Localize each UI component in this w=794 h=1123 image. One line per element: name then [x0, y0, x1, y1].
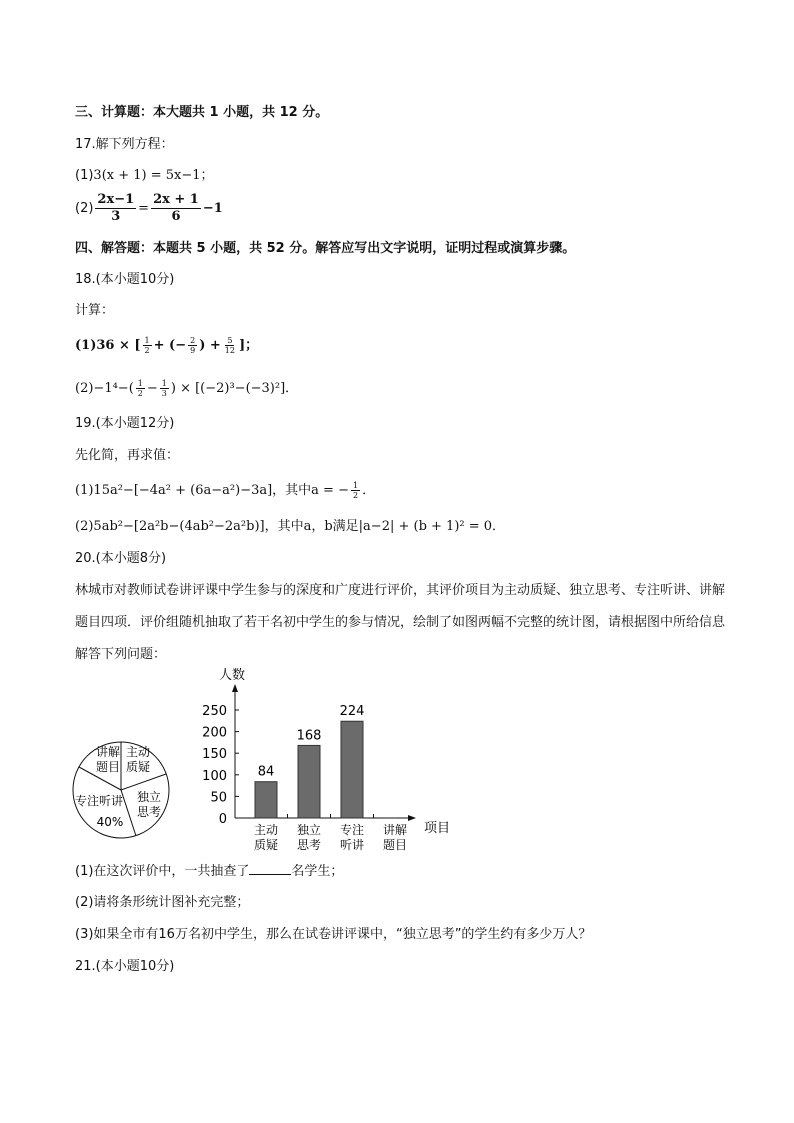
pie-label-explain-2: 题目 [95, 760, 121, 774]
q18-part2 [75, 379, 298, 398]
q18-p1-c: ) + [199, 338, 221, 353]
q20-title: 20.(本小题8分) [75, 551, 167, 566]
q18-p2-frac2-den: 3 [161, 389, 167, 398]
q18-part1 [75, 336, 258, 355]
answer-blank[interactable] [249, 862, 291, 875]
q17-fraction-left [95, 192, 136, 225]
x-tick-label-3-line1: 讲解 [382, 823, 408, 837]
bar-1 [298, 745, 320, 818]
q18-p2-a: −1⁴−( [93, 381, 134, 396]
bar-0 [255, 782, 277, 818]
pie-label-explain-1: 讲解 [95, 745, 121, 759]
q18-p1-frac2-den: 9 [190, 346, 196, 355]
q20-paragraph: 林城市对教师试卷讲评课中学生参与的深度和广度进行评价，其评价项目为主动质疑、独立思考、专注听讲、讲解题目四项．评价组随机抽取了若干名初中学生的参与情况，绘制了如图两幅不完整的统计图，请根据图中所给信息解答下列问题： [75, 583, 726, 662]
q18-p1-frac1-den: 2 [144, 346, 150, 355]
bar-2 [341, 721, 363, 818]
q18-p2-frac1-den: 2 [137, 389, 143, 398]
q17-stem: 17.解下列方程： [75, 137, 174, 152]
y-tick-label-2: 100 [202, 768, 227, 784]
q17-fraction-right-den: 6 [171, 209, 181, 224]
section3-heading: 三、计算题：本大题共 1 小题，共 12 分。 [75, 105, 329, 120]
x-tick-label-2-line1: 专注 [339, 823, 365, 837]
q19-p1-label: (1) [75, 483, 94, 498]
bar-chart [202, 667, 450, 852]
pie-label-think-2: 思考 [136, 805, 162, 819]
q18-p1-frac1 [143, 336, 152, 355]
pie-label-listen-1: 专注听讲 [74, 794, 124, 808]
q19-p1-b: ． [362, 483, 376, 498]
q18-p2-frac1-num: 1 [137, 379, 143, 388]
q20-sub1-b: 名学生； [291, 864, 344, 879]
q17-fraction-right [151, 192, 201, 225]
y-tick-label-1: 50 [210, 790, 227, 806]
q18-p1-b: + (− [153, 338, 187, 353]
q20-sub1-a: (1)在这次评价中，一共抽查了 [75, 864, 250, 879]
q18-title: 18.(本小题10分) [75, 272, 175, 287]
q17-tail: −1 [202, 201, 223, 216]
y-tick-label-4: 200 [202, 725, 227, 741]
q19-part1 [75, 481, 375, 500]
q20-sub1 [75, 862, 343, 881]
section4-heading: 四、解答题：本题共 5 小题，共 52 分。解答应写出文字说明，证明过程或演算步骤。 [75, 241, 576, 256]
q17-equals: = [138, 201, 150, 216]
q18-p1-frac2 [188, 336, 197, 355]
q19-stem: 先化简，再求值： [75, 448, 180, 463]
y-axis-arrow [232, 684, 238, 692]
q18-p1-frac3-num: 5 [227, 336, 233, 345]
q18-p1-a: 36 × [ [96, 338, 141, 353]
q18-p1-frac3-den: 12 [224, 346, 235, 355]
q19-p1-frac-den: 2 [352, 491, 359, 500]
pie-label-think-1: 独立 [136, 790, 162, 804]
q17-p2-label: (2) [75, 201, 94, 216]
pie-label-question-1: 主动 [125, 745, 151, 759]
q18-p2-frac2 [160, 379, 169, 398]
pie-label-listen-2: 40% [96, 815, 124, 829]
q17-fraction-left-den: 3 [111, 209, 121, 224]
y-tick-label-3: 150 [202, 747, 227, 763]
q18-stem: 计算： [75, 303, 115, 318]
x-axis-arrow [408, 815, 416, 821]
q17-part2 [75, 192, 223, 225]
q18-p1-frac2-num: 2 [190, 336, 196, 345]
q20-sub2: (2)请将条形统计图补充完整； [75, 895, 250, 910]
q19-p2-label: (2) [75, 519, 94, 534]
x-tick-label-1-line2: 思考 [296, 838, 322, 852]
q17-part1 [75, 167, 214, 185]
q18-p2-frac1 [136, 379, 145, 398]
x-tick-label-0-line1: 主动 [253, 823, 279, 837]
q20-sub3: (3)如果全市有16万名初中学生，那么在试卷讲评课中，“独立思考”的学生约有多少万人？ [75, 927, 592, 942]
q18-p2-label: (2) [75, 381, 94, 396]
q18-p1-frac1-num: 1 [144, 336, 150, 345]
bar-value-label-0: 84 [257, 764, 275, 780]
pie-chart [73, 742, 169, 838]
bar-value-label-1: 168 [296, 728, 322, 744]
q20-figures [0, 660, 794, 860]
y-tick-label-5: 250 [202, 704, 227, 719]
q17-fraction-left-num: 2x−1 [97, 192, 135, 207]
y-tick-label-0: 0 [218, 812, 227, 827]
q19-p1-frac [351, 481, 360, 500]
q19-p1-a: 15a²−[−4a² + (6a−a²)−3a]，其中a = − [93, 483, 349, 498]
y-axis-label: 人数 [218, 668, 246, 683]
x-tick-label-3-line2: 题目 [382, 838, 408, 852]
x-tick-label-0-line2: 质疑 [253, 838, 279, 852]
q17-fraction-right-num: 2x + 1 [153, 192, 199, 207]
q21-title: 21.(本小题10分) [75, 959, 175, 974]
q18-p2-c: ) × [(−2)³−(−3)²]． [170, 381, 299, 396]
q19-title: 19.(本小题12分) [75, 416, 175, 431]
q18-p1-d: ]； [238, 338, 259, 353]
q18-p1-label: (1) [75, 338, 97, 353]
q18-p1-frac3 [223, 336, 237, 355]
q18-p2-b: − [146, 381, 158, 396]
q17-p1-label: (1) [75, 168, 94, 183]
q17-p1-expr: 3(x + 1) = 5x−1； [93, 168, 214, 183]
x-tick-label-1-line1: 独立 [296, 823, 322, 837]
q19-p2-text: 5ab²−[2a²b−(4ab²−2a²b)]，其中a，b满足|a−2| + (b + 1)² = 0． [93, 519, 506, 534]
q19-p1-frac-num: 1 [352, 481, 359, 490]
x-tick-label-2-line2: 听讲 [339, 838, 365, 852]
bar-value-label-2: 224 [339, 704, 365, 720]
pie-label-question-2: 质疑 [125, 760, 151, 774]
q19-part2 [75, 518, 505, 536]
q18-p2-frac2-num: 1 [161, 379, 167, 388]
x-axis-label: 项目 [423, 821, 451, 836]
